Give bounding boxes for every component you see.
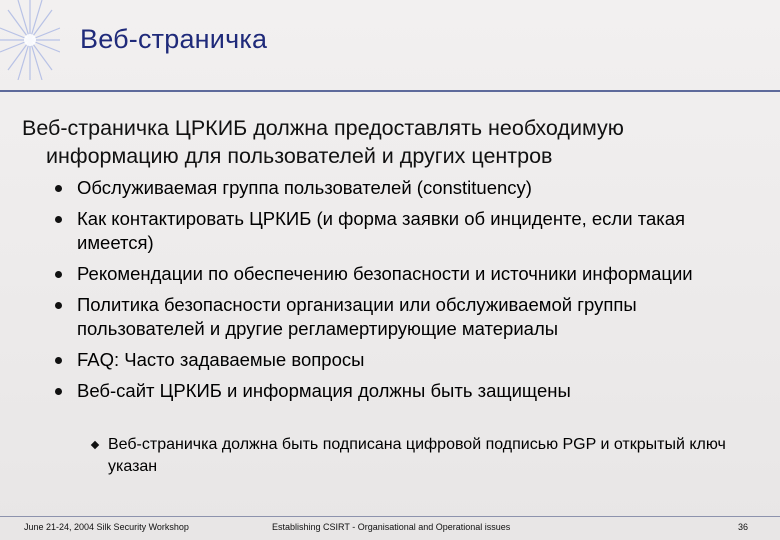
intro-line-1: Веб-страничка ЦРКИБ должна предоставлять необходимую xyxy=(22,116,624,140)
slide-title: Веб-страничка xyxy=(80,24,268,54)
bullet-dot-icon xyxy=(55,216,62,223)
bullet-item: Веб-сайт ЦРКИБ и информация должны быть защищены xyxy=(52,379,752,403)
bullet-list xyxy=(52,176,752,410)
bullet-dot-icon xyxy=(55,271,62,278)
title-divider xyxy=(0,90,780,92)
bullet-dot-icon xyxy=(55,302,62,309)
diamond-bullet-icon xyxy=(91,441,99,449)
page-number: 36 xyxy=(738,522,749,532)
intro-text xyxy=(22,114,762,170)
footer-left: June 21-24, 2004 Silk Security Workshop xyxy=(24,522,189,532)
starburst-logo-icon xyxy=(0,0,60,80)
sub-bullet: Веб-страничка должна быть подписана цифровой подписью PGP и открытый ключ указан xyxy=(92,434,748,478)
bullet-dot-icon xyxy=(55,357,62,364)
bullet-item: Как контактировать ЦРКИБ (и форма заявки об инциденте, если такая имеется) xyxy=(52,207,752,255)
bullet-item: Политика безопасности организации или обслуживаемой группы пользователей и другие регламертирующие материалы xyxy=(52,293,752,341)
bullet-item: Рекомендации по обеспечению безопасности и источники информации xyxy=(52,262,752,286)
bullet-item: Обслуживаемая группа пользователей (constituency) xyxy=(52,176,752,200)
bullet-dot-icon xyxy=(55,388,62,395)
bullet-dot-icon xyxy=(55,185,62,192)
footer-divider xyxy=(0,516,780,517)
intro-line-2: информацию для пользователей и других центров xyxy=(46,144,553,168)
footer-center: Establishing CSIRT - Organisational and Operational issues xyxy=(272,522,511,532)
bullet-item: FAQ: Часто задаваемые вопросы xyxy=(52,348,752,372)
